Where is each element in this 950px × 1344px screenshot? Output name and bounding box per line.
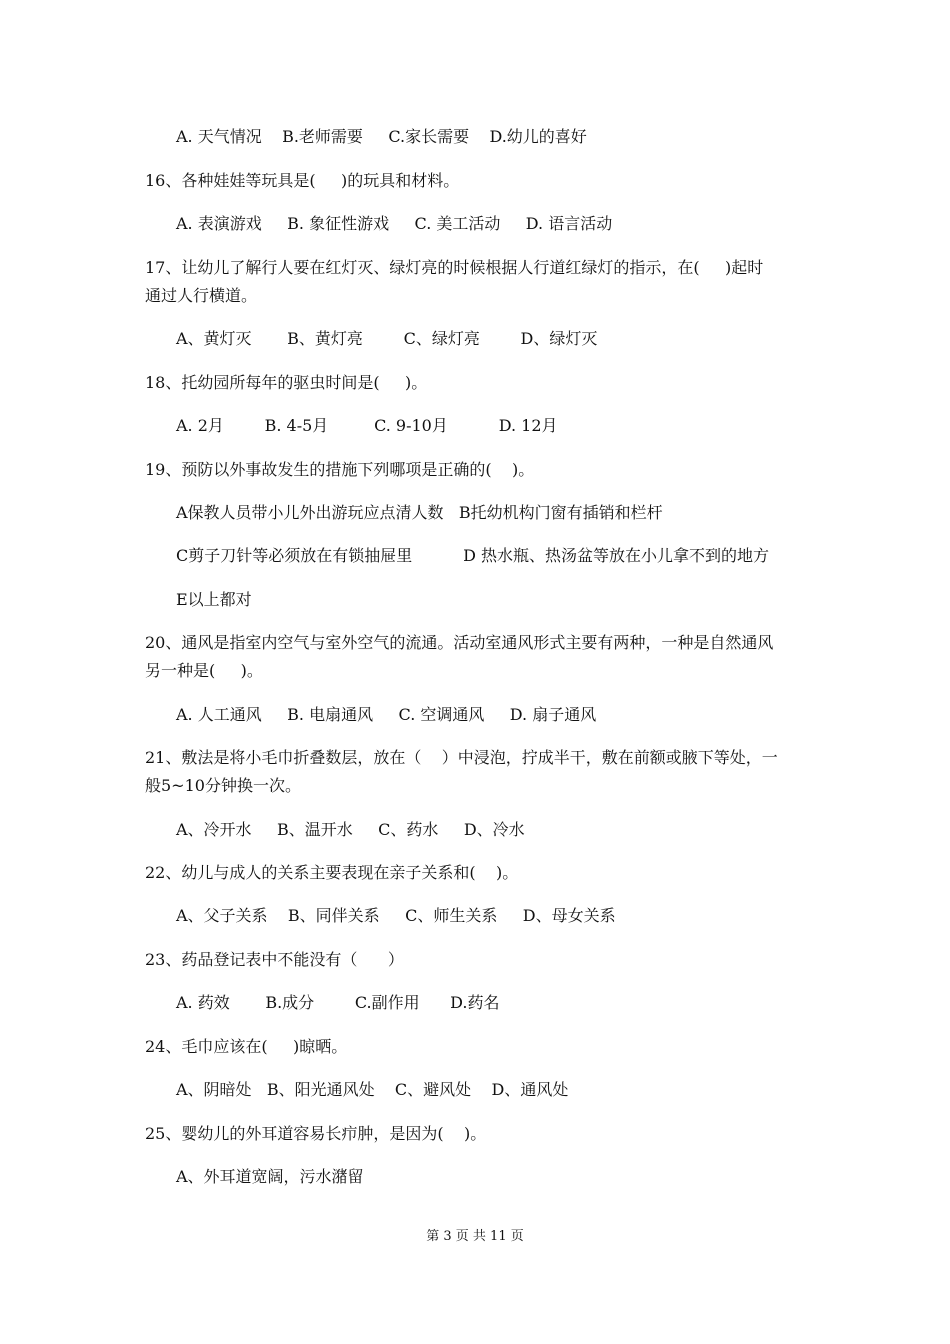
option-text: A. 药效 B.成分 C.副作用 D.药名 (176, 993, 500, 1012)
question-text: 25、婴幼儿的外耳道容易长疖肿，是因为( )。 (145, 1124, 487, 1143)
option-text: A、外耳道宽阔，污水潴留 (176, 1167, 364, 1186)
question-text: 22、幼儿与成人的关系主要表现在亲子关系和( )。 (145, 863, 519, 882)
question-text: 23、药品登记表中不能没有（ ） (145, 950, 404, 969)
question-text: 另一种是( )。 (145, 661, 263, 680)
page-footer: 第 3 页 共 11 页 (426, 1229, 524, 1244)
option-text: A. 天气情况 B.老师需要 C.家长需要 D.幼儿的喜好 (176, 127, 587, 146)
option-text: C剪子刀针等必须放在有锁抽屉里 D 热水瓶、热汤盆等放在小儿拿不到的地方 (176, 546, 770, 565)
option-text: A. 表演游戏 B. 象征性游戏 C. 美工活动 D. 语言活动 (176, 214, 613, 233)
option-text: A. 人工通风 B. 电扇通风 C. 空调通风 D. 扇子通风 (176, 705, 597, 724)
question-text: 21、敷法是将小毛巾折叠数层，放在（ ）中浸泡，拧成半干，敷在前额或腋下等处，一 (145, 748, 778, 767)
question-text: 16、各种娃娃等玩具是( )的玩具和材料。 (145, 171, 460, 190)
option-text: A保教人员带小儿外出游玩应点清人数 B托幼机构门窗有插销和栏杆 (176, 503, 663, 522)
option-text: A、黄灯灭 B、黄灯亮 C、绿灯亮 D、绿灯灭 (176, 329, 598, 348)
question-text: 通过人行横道。 (145, 286, 258, 305)
question-text: 20、通风是指室内空气与室外空气的流通。活动室通风形式主要有两种，一种是自然通风 (145, 633, 774, 652)
question-text: 17、让幼儿了解行人要在红灯灭、绿灯亮的时候根据人行道红绿灯的指示，在( )起时 (145, 258, 764, 277)
question-text: 18、托幼园所每年的驱虫时间是( )。 (145, 373, 428, 392)
option-text: A. 2月 B. 4-5月 C. 9-10月 D. 12月 (176, 416, 558, 435)
question-text: 24、毛巾应该在( )晾晒。 (145, 1037, 348, 1056)
option-text: A、冷开水 B、温开水 C、药水 D、冷水 (176, 820, 525, 839)
option-text: E以上都对 (176, 590, 252, 609)
option-text: A、阴暗处 B、阳光通风处 C、避风处 D、通风处 (176, 1080, 569, 1099)
question-text: 19、预防以外事故发生的措施下列哪项是正确的( )。 (145, 460, 535, 479)
option-text: A、父子关系 B、同伴关系 C、师生关系 D、母女关系 (176, 906, 616, 925)
question-text: 般5~10分钟换一次。 (145, 776, 301, 795)
